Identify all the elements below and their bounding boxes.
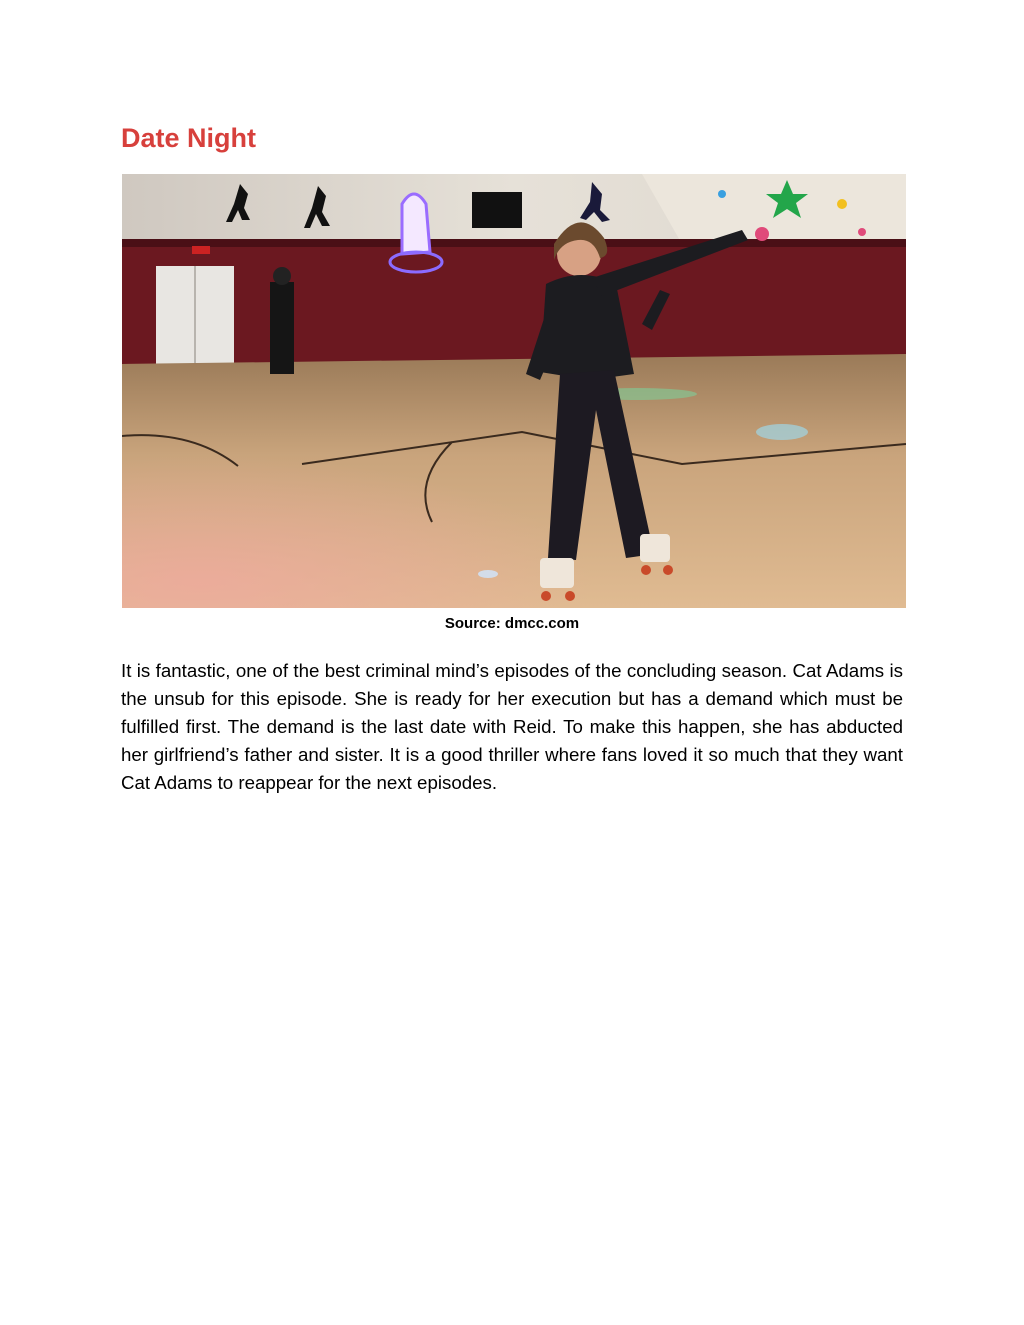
article-photo: [122, 174, 906, 608]
article-paragraph: It is fantastic, one of the best criminal mind’s episodes of the concluding season. Cat Adams is the unsub for this episode. She is ready for her execution but has a demand which must be fulfilled first. The demand is the last date with Reid. To make this happen, she has abducted her girlfriend’s father and sister. It is a good thriller where fans loved it so much that they want Cat Adams to reappear for the next episodes.: [121, 660, 903, 793]
roller-rink-photo: [122, 174, 906, 608]
image-caption: Source: dmcc.com: [444, 615, 580, 632]
page-title: Date Night: [121, 123, 256, 153]
